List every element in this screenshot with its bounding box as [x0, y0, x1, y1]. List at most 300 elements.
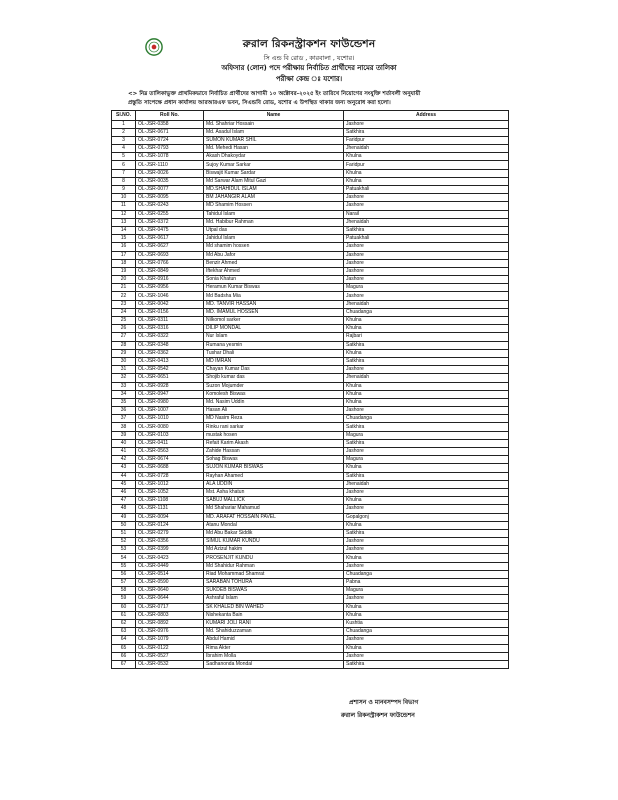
cell-roll-no: OL-JSR-0688	[136, 464, 204, 472]
cell-address: Jashore	[344, 120, 509, 128]
table-row	[112, 153, 509, 161]
cell-name: Md Shahariar Mahamud	[204, 505, 344, 513]
cell-name: Ibrahim Molla	[204, 652, 344, 660]
cell-name: Rumana yesmin	[204, 341, 344, 349]
table-body	[112, 120, 509, 669]
cell-sl-no: 27	[112, 333, 136, 341]
table-row	[112, 628, 509, 636]
table-row	[112, 611, 509, 619]
cell-name: Chayan Kumar Das	[204, 366, 344, 374]
cell-roll-no: OL-JSR-0348	[136, 341, 204, 349]
cell-name: Md Shahidur Rahman	[204, 562, 344, 570]
cell-name: Sonia Khatun	[204, 276, 344, 284]
table-row	[112, 423, 509, 431]
cell-name: mustak hosen	[204, 431, 344, 439]
cell-name: SK KHALED BIN WAHED	[204, 603, 344, 611]
cell-address: Gopalgonj	[344, 513, 509, 521]
cell-sl-no: 28	[112, 341, 136, 349]
cell-roll-no: OL-JSR-0475	[136, 226, 204, 234]
cell-sl-no: 66	[112, 652, 136, 660]
cell-sl-no: 51	[112, 529, 136, 537]
cell-name: Tahidul Islam	[204, 210, 344, 218]
cell-sl-no: 14	[112, 226, 136, 234]
cell-roll-no: OL-JSR-0671	[136, 128, 204, 136]
table-row	[112, 431, 509, 439]
cell-sl-no: 31	[112, 366, 136, 374]
cell-roll-no: OL-JSR-0413	[136, 357, 204, 365]
cell-name: Rayhan Ahamed	[204, 472, 344, 480]
cell-address: Jashore	[344, 366, 509, 374]
table-row	[112, 292, 509, 300]
cell-name: Md Abu Jafor	[204, 251, 344, 259]
cell-sl-no: 38	[112, 423, 136, 431]
cell-address: Jashore	[344, 505, 509, 513]
cell-roll-no: OL-JSR-0956	[136, 284, 204, 292]
table-row	[112, 235, 509, 243]
table-row	[112, 448, 509, 456]
cell-address: Khulna	[344, 554, 509, 562]
cell-roll-no: OL-JSR-0717	[136, 603, 204, 611]
cell-name: MD. IMAMUL HOSSEN	[204, 308, 344, 316]
cell-address: Chuadanga	[344, 570, 509, 578]
cell-name: Ashraful Islam	[204, 595, 344, 603]
cell-address: Jashore	[344, 259, 509, 267]
organization-title: রুরাল রিকনস্ট্রাকশন ফাউন্ডেশন	[242, 38, 376, 50]
table-row	[112, 472, 509, 480]
cell-name: Rima Akter	[204, 644, 344, 652]
cell-roll-no: OL-JSR-0627	[136, 243, 204, 251]
cell-roll-no: OL-JSR-0766	[136, 259, 204, 267]
cell-name: Heramun Kumar Biswas	[204, 284, 344, 292]
table-row	[112, 595, 509, 603]
cell-address: Jashore	[344, 448, 509, 456]
cell-name: Refait Karim Akash	[204, 439, 344, 447]
cell-name: Sadhanonda Mondal	[204, 660, 344, 668]
cell-address: Satkhira	[344, 128, 509, 136]
cell-address: Magura	[344, 431, 509, 439]
cell-name: MD.SHAHIDUL ISLAM	[204, 186, 344, 194]
header-sl-no: Sl.NO.	[112, 111, 136, 121]
cell-name: SARABAN TOHURA	[204, 579, 344, 587]
cell-roll-no: OL-JSR-0640	[136, 587, 204, 595]
cell-address: Jashore	[344, 407, 509, 415]
cell-address: Satkhira	[344, 357, 509, 365]
cell-address: Jhenaidah	[344, 480, 509, 488]
cell-roll-no: OL-JSR-1079	[136, 636, 204, 644]
cell-sl-no: 21	[112, 284, 136, 292]
cell-address: Magura	[344, 587, 509, 595]
cell-sl-no: 24	[112, 308, 136, 316]
table-row	[112, 538, 509, 546]
table-row	[112, 439, 509, 447]
cell-address: Jashore	[344, 276, 509, 284]
cell-name: KUMARI JOLI RANI	[204, 619, 344, 627]
cell-roll-no: OL-JSR-0651	[136, 374, 204, 382]
cell-roll-no: OL-JSR-0124	[136, 521, 204, 529]
cell-address: Khulna	[344, 644, 509, 652]
cell-sl-no: 2	[112, 128, 136, 136]
cell-sl-no: 62	[112, 619, 136, 627]
cell-address: Jashore	[344, 562, 509, 570]
table-row	[112, 366, 509, 374]
cell-sl-no: 35	[112, 398, 136, 406]
table-row	[112, 325, 509, 333]
table-row	[112, 619, 509, 627]
cell-address: Satkhira	[344, 341, 509, 349]
cell-roll-no: OL-JSR-0724	[136, 136, 204, 144]
cell-address: Khulna	[344, 153, 509, 161]
cell-name: Md. Shahiduzzaman	[204, 628, 344, 636]
cell-roll-no: OL-JSR-0356	[136, 538, 204, 546]
cell-sl-no: 8	[112, 177, 136, 185]
cell-address: Patuakhali	[344, 235, 509, 243]
cell-sl-no: 61	[112, 611, 136, 619]
cell-sl-no: 16	[112, 243, 136, 251]
header-roll-no: Roll No.	[136, 111, 204, 121]
cell-name: MD. TANVIR HASSAN	[204, 300, 344, 308]
cell-sl-no: 1	[112, 120, 136, 128]
cell-sl-no: 25	[112, 317, 136, 325]
cell-sl-no: 63	[112, 628, 136, 636]
cell-roll-no: OL-JSR-0255	[136, 210, 204, 218]
table-row	[112, 128, 509, 136]
table-row	[112, 407, 509, 415]
cell-name: Md shamim hossen	[204, 243, 344, 251]
cell-roll-no: OL-JSR-0103	[136, 431, 204, 439]
cell-address: Magura	[344, 456, 509, 464]
cell-address: Jashore	[344, 538, 509, 546]
cell-name: Atanu Mondal	[204, 521, 344, 529]
cell-roll-no: OL-JSR-0693	[136, 251, 204, 259]
table-row	[112, 120, 509, 128]
cell-roll-no: OL-JSR-0542	[136, 366, 204, 374]
cell-roll-no: OL-JSR-0590	[136, 579, 204, 587]
cell-address: Narail	[344, 210, 509, 218]
table-row	[112, 382, 509, 390]
cell-name: Akash Dhakoydar	[204, 153, 344, 161]
cell-name: Md. Shahriar Hossain	[204, 120, 344, 128]
cell-name: Sujoy Kumar Sarkar	[204, 161, 344, 169]
cell-address: Jashore	[344, 595, 509, 603]
cell-name: Nishekanta Bain	[204, 611, 344, 619]
cell-sl-no: 41	[112, 448, 136, 456]
cell-name: Sohag Biswas	[204, 456, 344, 464]
cell-address: Pabna	[344, 579, 509, 587]
cell-roll-no: OL-JSR-1131	[136, 505, 204, 513]
cell-roll-no: OL-JSR-1110	[136, 161, 204, 169]
cell-roll-no: OL-JSR-0026	[136, 169, 204, 177]
cell-address: Khulna	[344, 349, 509, 357]
cell-roll-no: OL-JSR-0916	[136, 276, 204, 284]
cell-name: Suzon Mojumder	[204, 382, 344, 390]
cell-sl-no: 55	[112, 562, 136, 570]
table-row	[112, 357, 509, 365]
cell-address: Khulna	[344, 169, 509, 177]
cell-sl-no: 39	[112, 431, 136, 439]
signature-department: প্রশাসন ও মানবসম্পদ বিভাগ	[349, 699, 419, 706]
cell-address: Jashore	[344, 652, 509, 660]
cell-name: BM JAHANGIR ALAM	[204, 194, 344, 202]
notice-line: <> নিম্ন তালিকাভুক্ত প্রাথমিকভাবে নির্বাচিত প্রার্থীদের আগামী ১০ অক্টোবর-২০২৫ ইং তারিখে নিয়োগের সংযুক্তি শর্তাবলী অনুযায়ী	[128, 91, 421, 97]
cell-sl-no: 57	[112, 579, 136, 587]
table-row	[112, 202, 509, 210]
table-row	[112, 169, 509, 177]
cell-sl-no: 18	[112, 259, 136, 267]
cell-roll-no: OL-JSR-0094	[136, 513, 204, 521]
cell-roll-no: OL-JSR-0095	[136, 194, 204, 202]
cell-address: Khulna	[344, 521, 509, 529]
table-row	[112, 267, 509, 275]
cell-address: Jashore	[344, 267, 509, 275]
cell-name: Hasan Ali	[204, 407, 344, 415]
cell-address: Faridpur	[344, 136, 509, 144]
cell-address: Jashore	[344, 546, 509, 554]
cell-sl-no: 6	[112, 161, 136, 169]
cell-address: Jashore	[344, 243, 509, 251]
cell-address: Khulna	[344, 497, 509, 505]
cell-sl-no: 12	[112, 210, 136, 218]
cell-address: Jashore	[344, 292, 509, 300]
table-row	[112, 644, 509, 652]
table-row	[112, 546, 509, 554]
notice-paragraph	[128, 90, 528, 108]
cell-roll-no: OL-JSR-0311	[136, 317, 204, 325]
cell-sl-no: 42	[112, 456, 136, 464]
table-row	[112, 251, 509, 259]
table-row	[112, 587, 509, 595]
table-row	[112, 243, 509, 251]
cell-name: Tushar Dhali	[204, 349, 344, 357]
cell-address: Satkhira	[344, 472, 509, 480]
cell-roll-no: OL-JSR-0980	[136, 398, 204, 406]
organization-address: সি এন্ড বি রোড , কারবালা , যশোর।	[263, 55, 355, 62]
cell-address: Chuadanga	[344, 308, 509, 316]
table-row	[112, 497, 509, 505]
table-row	[112, 415, 509, 423]
table-row	[112, 513, 509, 521]
cell-address: Khulna	[344, 464, 509, 472]
cell-address: Jashore	[344, 636, 509, 644]
table-row	[112, 505, 509, 513]
cell-name: Utpal das	[204, 226, 344, 234]
cell-address: Patuakhali	[344, 186, 509, 194]
cell-roll-no: OL-JSR-0411	[136, 439, 204, 447]
cell-address: Khulna	[344, 398, 509, 406]
cell-name: Komolesh Biswas	[204, 390, 344, 398]
cell-roll-no: OL-JSR-1052	[136, 488, 204, 496]
cell-sl-no: 44	[112, 472, 136, 480]
table-row	[112, 374, 509, 382]
cell-name: SUJON KUMAR BISWAS	[204, 464, 344, 472]
cell-sl-no: 9	[112, 186, 136, 194]
table-row	[112, 177, 509, 185]
cell-address: Khulna	[344, 177, 509, 185]
table-row	[112, 333, 509, 341]
cell-sl-no: 43	[112, 464, 136, 472]
cell-sl-no: 11	[112, 202, 136, 210]
table-row	[112, 398, 509, 406]
cell-roll-no: OL-JSR-0803	[136, 611, 204, 619]
cell-sl-no: 3	[112, 136, 136, 144]
cell-address: Magura	[344, 284, 509, 292]
table-row	[112, 210, 509, 218]
cell-sl-no: 47	[112, 497, 136, 505]
cell-roll-no: OL-JSR-0514	[136, 570, 204, 578]
cell-roll-no: OL-JSR-0527	[136, 652, 204, 660]
cell-name: SUMON KUMAR SHIL	[204, 136, 344, 144]
cell-sl-no: 30	[112, 357, 136, 365]
cell-address: Chuadanga	[344, 628, 509, 636]
cell-roll-no: OL-JSR-0644	[136, 595, 204, 603]
cell-roll-no: OL-JSR-0122	[136, 644, 204, 652]
cell-name: MD IMRAN	[204, 357, 344, 365]
cell-sl-no: 67	[112, 660, 136, 668]
cell-sl-no: 7	[112, 169, 136, 177]
cell-sl-no: 37	[112, 415, 136, 423]
cell-sl-no: 48	[112, 505, 136, 513]
cell-roll-no: OL-JSR-0674	[136, 456, 204, 464]
table-row	[112, 300, 509, 308]
cell-roll-no: OL-JSR-1108	[136, 497, 204, 505]
cell-sl-no: 20	[112, 276, 136, 284]
cell-sl-no: 19	[112, 267, 136, 275]
table-row	[112, 579, 509, 587]
table-row	[112, 488, 509, 496]
table-row	[112, 480, 509, 488]
cell-name: Md Badsha Mia	[204, 292, 344, 300]
cell-address: Jhenaidah	[344, 145, 509, 153]
cell-address: Khulna	[344, 611, 509, 619]
cell-roll-no: OL-JSR-0243	[136, 202, 204, 210]
exam-center: পরীক্ষা কেন্দ্র ঃ যশোর।	[275, 75, 343, 83]
cell-sl-no: 13	[112, 218, 136, 226]
cell-address: Satkhira	[344, 660, 509, 668]
cell-roll-no: OL-JSR-0399	[136, 546, 204, 554]
cell-roll-no: OL-JSR-0362	[136, 349, 204, 357]
cell-address: Khulna	[344, 390, 509, 398]
table-row	[112, 341, 509, 349]
cell-roll-no: OL-JSR-0449	[136, 562, 204, 570]
cell-name: Riad Mohammad Shamrat	[204, 570, 344, 578]
cell-name: Nur Islam	[204, 333, 344, 341]
cell-roll-no: OL-JSR-0976	[136, 628, 204, 636]
cell-name: ALA UDDIN	[204, 480, 344, 488]
cell-roll-no: OL-JSR-0849	[136, 267, 204, 275]
cell-address: Jashore	[344, 194, 509, 202]
cell-address: Jhenaidah	[344, 300, 509, 308]
cell-name: PROSENJIT KUNDU	[204, 554, 344, 562]
candidate-table	[111, 110, 509, 669]
cell-roll-no: OL-JSR-1007	[136, 407, 204, 415]
cell-roll-no: OL-JSR-0928	[136, 382, 204, 390]
cell-name: Shojib kumar das	[204, 374, 344, 382]
cell-roll-no: OL-JSR-1010	[136, 415, 204, 423]
cell-address: Satkhira	[344, 439, 509, 447]
signature-organization: রুরাল রিকনস্ট্রাকশন ফাউন্ডেশন	[341, 712, 415, 719]
cell-roll-no: OL-JSR-0793	[136, 145, 204, 153]
table-row	[112, 652, 509, 660]
cell-address: Faridpur	[344, 161, 509, 169]
cell-sl-no: 59	[112, 595, 136, 603]
table-row	[112, 562, 509, 570]
cell-sl-no: 22	[112, 292, 136, 300]
cell-sl-no: 60	[112, 603, 136, 611]
cell-sl-no: 49	[112, 513, 136, 521]
cell-sl-no: 5	[112, 153, 136, 161]
table-row	[112, 603, 509, 611]
cell-name: Md Abu Bakar Siddik	[204, 529, 344, 537]
table-row	[112, 660, 509, 668]
cell-name: Md. Habibur Rahman	[204, 218, 344, 226]
table-row	[112, 349, 509, 357]
cell-address: Jhenaidah	[344, 218, 509, 226]
cell-name: SABUJ MALLICK	[204, 497, 344, 505]
cell-name: Md. Mehedi Hasan	[204, 145, 344, 153]
notice-line: প্রস্তুতি সাপেক্ষে প্রধান কার্যালয় আরআরএফ ভবন, সিএন্ডবি রোড, যশোর এ উপস্থিত থাকার জন্য অনুরোধ করা হলো।	[128, 100, 391, 106]
cell-roll-no: OL-JSR-0316	[136, 325, 204, 333]
cell-address: Chuadanga	[344, 415, 509, 423]
cell-sl-no: 17	[112, 251, 136, 259]
cell-roll-no: OL-JSR-1078	[136, 153, 204, 161]
cell-roll-no: OL-JSR-1012	[136, 480, 204, 488]
cell-name: Md. Asadul Islam	[204, 128, 344, 136]
cell-sl-no: 45	[112, 480, 136, 488]
cell-name: Benzir Ahmed	[204, 259, 344, 267]
cell-roll-no: OL-JSR-0080	[136, 423, 204, 431]
cell-name: Md Sarwar Alam Mitul Gazi	[204, 177, 344, 185]
cell-sl-no: 52	[112, 538, 136, 546]
table-row	[112, 308, 509, 316]
cell-sl-no: 50	[112, 521, 136, 529]
table-row	[112, 226, 509, 234]
cell-address: Satkhira	[344, 226, 509, 234]
cell-address: Khulna	[344, 603, 509, 611]
cell-name: SUKDEB BISWAS	[204, 587, 344, 595]
cell-sl-no: 23	[112, 300, 136, 308]
cell-name: MD Nasim Reza	[204, 415, 344, 423]
cell-address: Jashore	[344, 251, 509, 259]
cell-address: Satkhira	[344, 529, 509, 537]
cell-roll-no: OL-JSR-0372	[136, 218, 204, 226]
table-row	[112, 276, 509, 284]
table-row	[112, 529, 509, 537]
cell-name: Jahidul Islam	[204, 235, 344, 243]
cell-address: Khulna	[344, 325, 509, 333]
cell-roll-no: OL-JSR-0947	[136, 390, 204, 398]
table-row	[112, 194, 509, 202]
cell-address: Jashore	[344, 488, 509, 496]
document-heading: অফিসার (লোন) পদে পরীক্ষায় নির্বাচিত প্রার্থীদের নামের তালিকা	[221, 64, 397, 72]
cell-address: Khulna	[344, 382, 509, 390]
cell-sl-no: 26	[112, 325, 136, 333]
cell-sl-no: 54	[112, 554, 136, 562]
table-row	[112, 136, 509, 144]
cell-address: Khulna	[344, 317, 509, 325]
cell-sl-no: 46	[112, 488, 136, 496]
cell-address: Satkhira	[344, 423, 509, 431]
cell-roll-no: OL-JSR-0423	[136, 554, 204, 562]
table-row	[112, 636, 509, 644]
cell-sl-no: 65	[112, 644, 136, 652]
cell-name: Md Azizul hakim	[204, 546, 344, 554]
cell-roll-no: OL-JSR-1046	[136, 292, 204, 300]
cell-roll-no: OL-JSR-0156	[136, 308, 204, 316]
cell-sl-no: 32	[112, 374, 136, 382]
cell-address: Jhenaidah	[344, 374, 509, 382]
table-row	[112, 186, 509, 194]
table-row	[112, 317, 509, 325]
cell-name: Rinku rani sarkar	[204, 423, 344, 431]
